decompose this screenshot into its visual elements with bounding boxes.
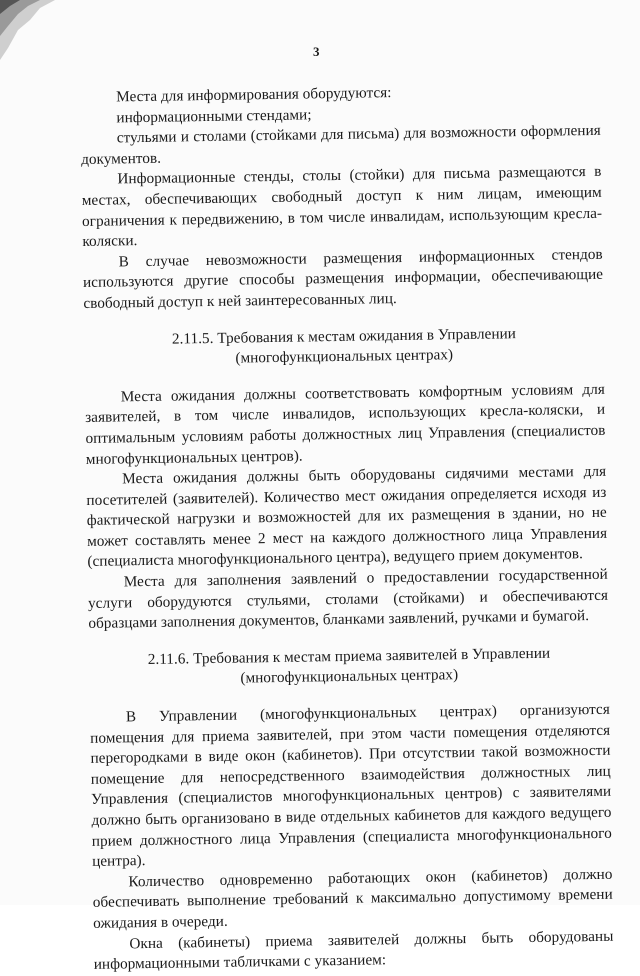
paragraph-waiting-places-comfort: Места ожидания должны соответствовать комфортным условиям для заявителей, в том числе инвалидов, использующих кресла-коляски, и оптимальным условиям работы должностных лиц Управления (специалистов многофункциональных центров).	[85, 380, 606, 468]
paragraph-alternative-placement: В случае невозможности размещения информационных стендов используются другие способы размещения информации, обеспечивающие свободный доступ к ней заинтересованных лиц.	[82, 245, 604, 312]
paragraph-windows-signs: Окна (кабинеты) приема заявителей должны быть оборудованы информационными табличками с указанием:	[93, 927, 614, 974]
document-body	[80, 80, 614, 976]
scan-artifact-corner	[0, 0, 70, 70]
paragraph-info-stands: информационными стендами;	[116, 105, 312, 127]
section-heading-2-11-6-line2: (многофункциональных центрах)	[240, 666, 459, 687]
section-heading-2-11-6-line1: 2.11.6. Требования к местам приема заявителей в Управлении	[147, 644, 551, 668]
page-number: 3	[313, 44, 320, 59]
paragraph-windows-count: Количество одновременно работающих окон (кабинетов) должно обеспечивать выполнение требований к максимально допустимому времени ожидания в очереди.	[92, 865, 613, 932]
paragraph-reception-rooms: В Управлении (многофункциональных центрах) организуются помещения для приема заявителей, при этом части помещения отделяются перегородками в виде окон (кабинетов). При отсутствии такой возможности помещение для непосредственного взаимодействия должностных лиц Управления (специалистов многофункциональных центров) с заявителями должно быть организовано в виде отдельных кабинетов для каждого ведущего прием должностного лица Управления (специалиста многофункционального центра).	[90, 700, 612, 871]
paragraph-chairs-tables: стульями и столами (стойками для письма) для возможности оформления документов.	[80, 122, 601, 168]
section-heading-2-11-5-line2: (многофункциональных центрах)	[235, 346, 454, 367]
paragraph-form-filling-places: Места для заполнения заявлений о предоставлении государственной услуги оборудуются стульями, столами (стойками) и обеспечиваются образцами заполнения документов, бланками заявлений, ручками и бумагой.	[87, 565, 609, 633]
section-heading-2-11-5-line1: 2.11.5. Требования к местам ожидания в Управлении	[171, 324, 517, 348]
paragraph-stands-placement: Информационные стенды, столы (стойки) для письма размещаются в местах, обеспечивающих свободный доступ к ним лицам, имеющим ограничения к передвижению, в том числе инвалидам, использующим кресла-коляски.	[81, 163, 603, 251]
paragraph-waiting-places-seats: Места ожидания должны быть оборудованы сидячими местами для посетителей (заявителей). Количество мест ожидания определяется исходя из фактической нагрузки и возможностей для их размещения в здании, но не может составлять менее 2 мест на каждого должностного лица Управления (специалиста многофункционального центра), ведущего прием документов.	[86, 462, 608, 571]
paragraph-info-places-intro: Места для информирования оборудуются:	[116, 84, 392, 106]
